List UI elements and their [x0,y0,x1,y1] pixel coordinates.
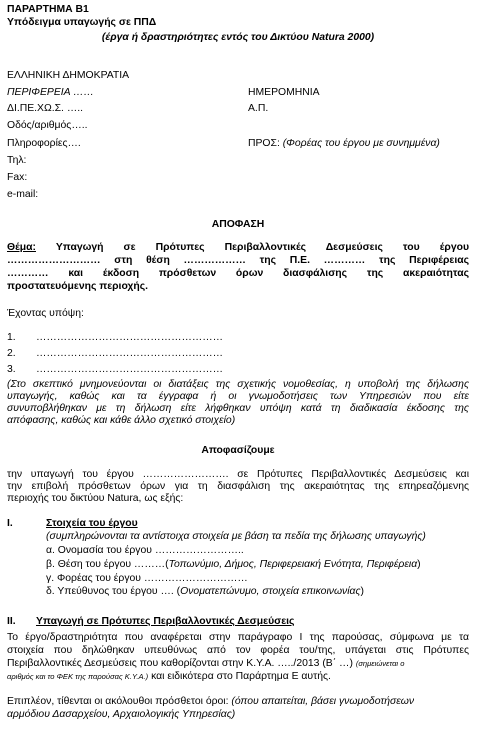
section-1-title: Στοιχεία του έργου [46,518,138,529]
project-name-field: α. Ονομασία του έργου …………………….. [46,545,244,556]
scope-title: (έργα ή δραστηριότητες εντός του Δικτύου Natura 2000) [101,32,375,43]
subject-line-1: Θέμα: Υπαγωγή σε Πρότυπες Περιβαλλοντικές Δεσμεύσεις του έργου [7,242,469,253]
section-2-title: Υπαγωγή σε Πρότυπες Περιβαλλοντικές Δεσμεύσεις [36,616,295,627]
section-2-line-4: αριθμός και το ΦΕΚ της παρούσας Κ.Υ.Α.) και ειδικότερα στο Παράρτημα Ε αυτής. [7,671,331,682]
annex-title: ΠΑΡΑΡΤΗΜΑ Β1 [7,4,89,15]
note-line-3: συνυποβλήθηκαν με τη δήλωση είτε λήφθηκαν υπόψη κατά τη διαδικασία έκδοσης της [7,403,469,414]
section-2-line-2: στοιχεία που δηλώθηκαν υπευθύνως από τον φορέα του/της, υπάγεται στις Πρότυπες [7,645,469,656]
section-2-line-3: Περιβαλλοντικές Δεσμεύσεις που καθορίζονται στην Κ.Υ.Α. …../2013 (Β΄ …) (σημειώνεται ο [7,658,405,669]
resolve-line-2: την επιβολή πρόσθετων όρων για τη διασφάλιση της ακεραιότητας της επηρεαζόμενης [7,481,469,492]
subject-line-3: ………… και έκδοση πρόσθετων όρων διασφάλισης της ακεραιότητας [7,268,469,279]
section-1-note: (συμπληρώνονται τα αντίστοιχα στοιχεία με βάση τα πεδία της δήλωσης υπαγωγής) [46,531,426,542]
extra-terms-line-1: Επιπλέον, τίθενται οι ακόλουθοι πρόσθετοι όροι: (όπου απαιτείται, βάσει γνωμοδοτήσεων [7,696,415,707]
republic-label: ΕΛΛΗΝΙΚΗ ΔΗΜΟΚΡΑΤΙΑ [7,70,130,81]
resolve-line-1: την υπαγωγή του έργου ……………………. σε Πρότυπες Περιβαλλοντικές Δεσμεύσεις και [7,469,469,480]
list-item-number: 3. [7,364,16,375]
list-item-dots: ……………………………………………… [36,348,224,359]
model-title: Υπόδειγμα υπαγωγής σε ΠΠΔ [7,17,157,28]
section-1-number: I. [7,518,13,529]
extra-terms-line-2: αρμόδιου Δασαρχείου, Αρχαιολογικής Υπηρεσίας) [7,709,236,720]
decision-title: ΑΠΟΦΑΣΗ [211,219,265,230]
region-label: ΠΕΡΙΦΕΡΕΙΑ …… [7,87,94,98]
note-line-4: απόφασης, καθώς και κάθε άλλο σχετικό στοιχείο) [7,415,236,426]
tel-label: Τηλ: [7,155,27,166]
dipexos-label: ΔΙ.ΠΕ.ΧΩ.Σ. ….. [7,103,83,114]
list-item-dots: ……………………………………………… [36,364,224,375]
recipient-label: ΠΡΟΣ: [248,138,280,149]
considering-label: Έχοντας υπόψη: [7,308,84,319]
protocol-label: Α.Π. [248,103,269,114]
address-label: Οδός/αριθμός….. [7,120,88,131]
subject-line-2: ……………………… στη θέση ……………… της Π.Ε. ………… της Περιφέρειας [7,255,469,266]
list-item-dots: ……………………………………………… [36,332,224,343]
resolve-line-3: περιοχής του δικτύου Natura, ως εξής: [7,493,184,504]
project-location-field: β. Θέση του έργου ………(Τοπωνύμιο, Δήμος, Περιφερειακή Ενότητα, Περιφέρεια) [46,559,421,570]
recipient-value: (Φορέας του έργου με συνημμένα) [282,138,440,149]
fax-label: Fax: [7,172,28,183]
email-label: e-mail: [7,189,39,200]
subject-label: Θέμα: [7,242,36,253]
note-line-1: (Στο σκεπτικό μνημονεύονται οι διατάξεις της σχετικής νομοθεσίας, η υποβολή της δήλωσης [7,379,469,390]
subject-line-4: προστατευόμενης περιοχής. [7,281,149,292]
resolve-title: Αποφασίζουμε [201,445,275,456]
section-2-number: II. [7,616,16,627]
note-line-2: υπαγωγής, καθώς και τα έγγραφα ή οι γνωμοδοτήσεις των Υπηρεσιών που είτε [7,391,469,402]
list-item-number: 1. [7,332,16,343]
list-item-number: 2. [7,348,16,359]
project-manager-field: δ. Υπεύθυνος του έργου …. (Ονοματεπώνυμο, στοιχεία επικοινωνίας) [46,586,365,597]
info-label: Πληροφορίες…. [7,138,81,149]
date-label: ΗΜΕΡΟΜΗΝΙΑ [248,87,320,98]
project-operator-field: γ. Φορέας του έργου ………………………… [46,573,248,584]
section-2-line-1: Το έργο/δραστηριότητα που αναφέρεται στην παράγραφο Ι της παρούσας, σύμφωνα με τα [7,632,469,643]
recipient [248,138,440,150]
